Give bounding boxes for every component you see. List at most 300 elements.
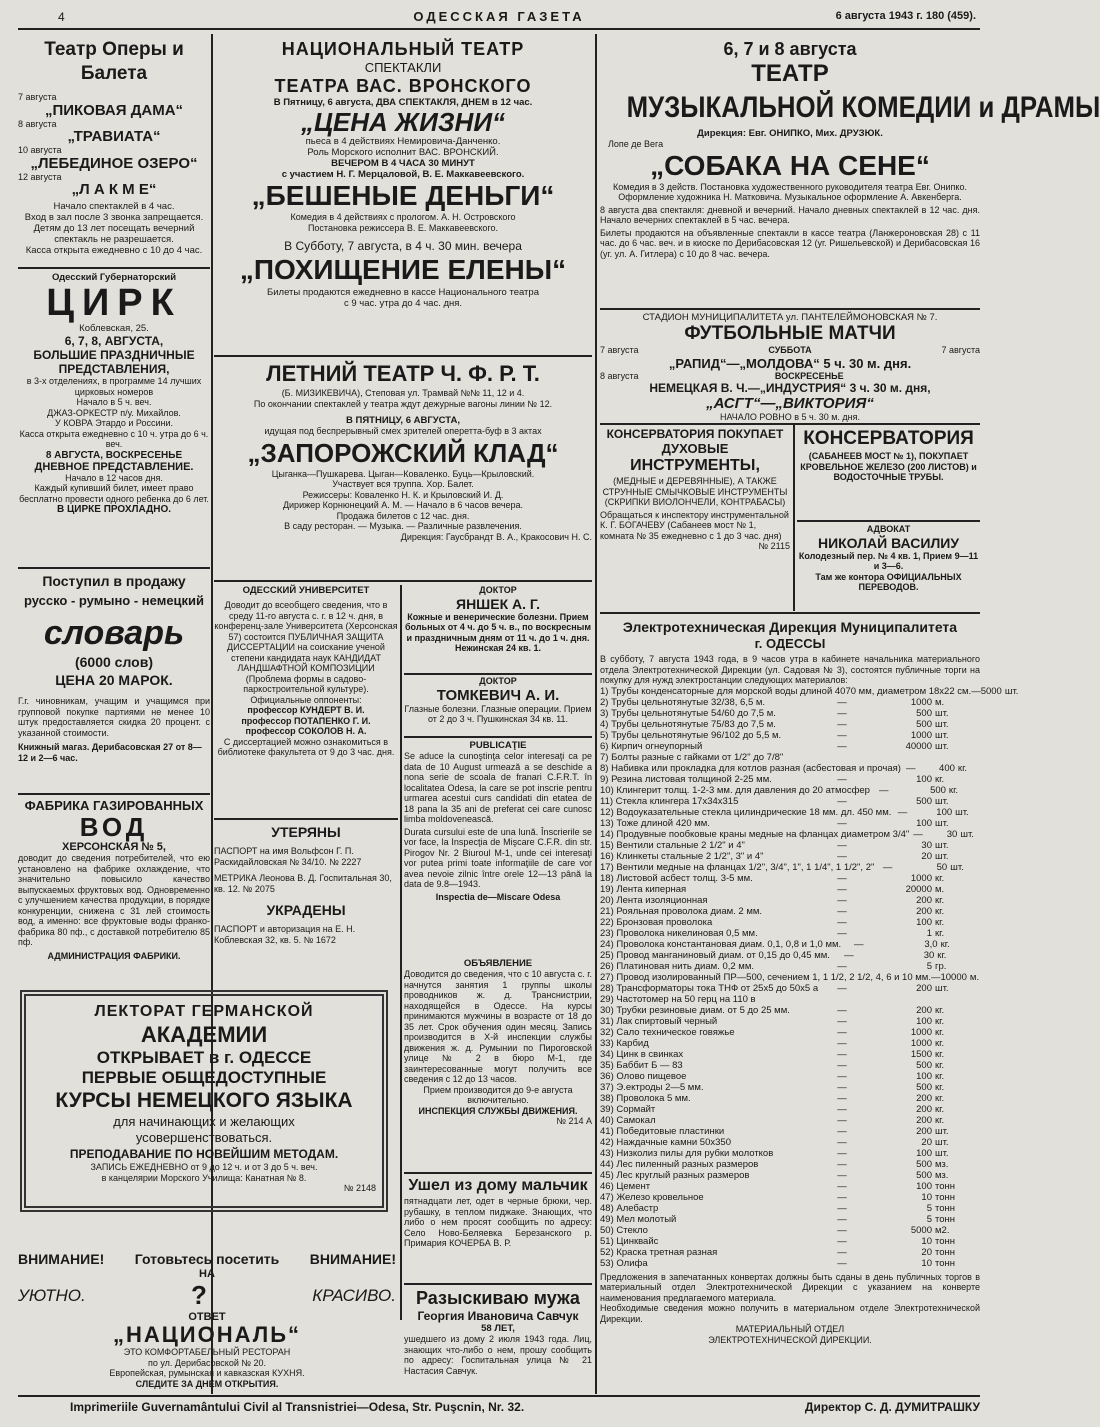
lawyer-pre: АДВОКАТ: [866, 524, 911, 534]
national-line: В Пятницу, 6 августа, ДВА СПЕКТАКЛЯ, ДНЕМ в 12 час.: [273, 97, 533, 108]
conservatory-body: (МЕДНЫЕ и ДЕРЕВЯННЫЕ), А ТАКЖЕ СТРУННЫЕ СМЫЧКОВЫЕ ИНСТРУМЕНТЫ (СКРИПКИ ВИОЛОНЧЕЛИ, КОНТРАБАСЫ): [602, 476, 788, 507]
announce-title: ОБЪЯВЛЕНИЕ: [463, 958, 533, 969]
material-row: [600, 774, 980, 785]
material-name: 39) Сормайт: [600, 1103, 656, 1115]
soda-foot: АДМИНИСТРАЦИЯ ФАБРИКИ.: [47, 950, 181, 961]
material-dash: —: [837, 817, 847, 829]
material-row: [600, 1060, 980, 1071]
divider: [18, 793, 210, 795]
material-name: 27) Провод изолированный ПР—500, сечением 1, 1 1/2, 2 1/2, 4, 6 и 10 мм.: [600, 971, 931, 983]
divider: [404, 1172, 592, 1174]
electro-outro: Предложения в запечатанных конвертах должны быть сданы в день публичных торгов в материальный отдел Электротехнической Дирекции с указанием на конверте наименования предлагаемого материала.: [600, 1271, 980, 1303]
opera-note: Начало спектаклей в 4 час.: [53, 201, 175, 212]
doctor-pre: ДОКТОР: [479, 585, 517, 595]
material-unit: кг.: [948, 784, 959, 796]
material-dash: —: [906, 762, 916, 774]
courses-number: № 2148: [343, 1183, 376, 1193]
material-unit: шт.: [935, 839, 949, 851]
material-name: 26) Платиновая нить диам. 0,2 мм.: [600, 960, 754, 972]
material-qty: 5: [926, 960, 932, 972]
material-name: 22) Бронзовая проволока: [600, 916, 713, 928]
electro-title: Электротехническая Дирекция Муниципалитета: [622, 619, 958, 635]
material-row: [600, 807, 980, 818]
restaurant-left: УЮТНО.: [18, 1285, 86, 1305]
conservatory-number: № 2115: [758, 541, 790, 551]
material-qty: 1500: [910, 1048, 932, 1060]
conservatory-body: Обращаться к инспектору инструментальной К. Г. БОГАЧЕВУ (Сабанеев мост № 1, комната № 35 ежедневно с 1 до 3 час. дня): [600, 509, 789, 541]
material-name: 1) Трубы конденсаторные для морской воды длиной 4070 мм, диаметром 18х22 см.: [600, 685, 972, 697]
summer-line: Дирижер Корнюнецкий А. М. — Начало в 6 часов вечера.: [282, 500, 524, 510]
material-qty: 200: [916, 982, 932, 994]
summer-line: идущая под беспрерывный смех зрителей оперетта-буф в 3 актах: [264, 426, 542, 436]
dictionary-line: (6000 слов): [74, 654, 153, 670]
comedy-title: ТЕАТР: [751, 60, 829, 87]
material-unit: кг.: [935, 1081, 945, 1093]
material-dash: —: [853, 938, 864, 950]
material-name: 18) Листовой асбест толщ. 3-5 мм.: [600, 872, 753, 884]
summer-line: Цыганка—Пушкарева. Цыган—Коваленко. Буць—Крыловский.: [271, 468, 535, 479]
material-name: 10) Клингерит толщ. 1-2-3 мм. для давления до 20 атмосфер: [600, 784, 870, 796]
material-name: 50) Стекло: [600, 1224, 648, 1236]
material-row: [600, 862, 980, 873]
material-row: [600, 1181, 980, 1192]
restaurant-word: Готовьтесь посетить: [134, 1251, 280, 1267]
material-unit: кг.: [935, 1048, 945, 1060]
material-unit: гр.: [935, 960, 947, 972]
opera-play: „ПИКОВАЯ ДАМА“: [44, 101, 184, 119]
husband-search-ad: [404, 1287, 592, 1392]
lost-item: ПАСПОРТ и авторизация на Е. Н. Коблевская 32, кв. 5. № 1672: [214, 924, 356, 945]
material-dash: —: [837, 1169, 847, 1181]
material-unit: кг.: [957, 762, 968, 774]
material-unit: мз.: [935, 1169, 949, 1181]
dictionary-ad: [18, 572, 210, 792]
material-row: [600, 994, 980, 1005]
material-row: [600, 939, 980, 950]
material-name: 49) Мел молотый: [600, 1213, 677, 1225]
material-qty: 100: [916, 773, 932, 785]
material-dash: —: [837, 1213, 847, 1225]
material-row: [600, 1126, 980, 1137]
material-unit: кг.: [935, 927, 945, 939]
courses-line: ОТКРЫВАЕТ в г. ОДЕССЕ: [96, 1048, 312, 1067]
issue-date: 6 августа 1943 г. 180 (459).: [835, 10, 976, 22]
material-name: 6) Кирпич огнеупорный: [600, 740, 703, 752]
material-name: 44) Лес пиленный разных размеров: [600, 1158, 759, 1170]
material-dash: —: [837, 1092, 847, 1104]
football-title: ФУТБОЛЬНЫЕ МАТЧИ: [684, 323, 896, 344]
material-name: 45) Лес круглый разных размеров: [600, 1169, 750, 1181]
material-qty: 10: [921, 1257, 932, 1269]
summer-theatre-ad: [214, 360, 592, 578]
material-qty: 1000: [910, 696, 932, 708]
dictionary-foot: Книжный магаз. Дерибасовская 27 от 8—12 и 2—6 час.: [18, 742, 202, 763]
material-unit: кг.: [935, 872, 945, 884]
restaurant-line: ЭТО КОМФОРТАБЕЛЬНЫЙ РЕСТОРАН: [123, 1347, 291, 1357]
material-unit: шт.: [955, 806, 969, 818]
material-unit: мз.: [935, 1158, 949, 1170]
material-qty: 200: [916, 1103, 932, 1115]
opera-play: „ТРАВИАТА“: [67, 128, 161, 145]
material-unit: шт.: [935, 729, 949, 741]
material-row: [600, 1082, 980, 1093]
courses-line: АКАДЕМИИ: [140, 1022, 268, 1047]
material-dash: —: [837, 839, 847, 851]
national-play: „ЦЕНА ЖИЗНИ“: [300, 107, 506, 137]
doctor-body: Глазные болезни. Глазные операции. Прием от 2 до 3 ч. Пушкинская 34 кв. 11.: [404, 703, 592, 724]
opera-play: „Л А К М Е“: [71, 181, 157, 198]
material-name: 28) Трансформаторы тока ТНФ от 25х5 до 50х5 а: [600, 982, 819, 994]
divider: [18, 267, 210, 269]
material-unit: кг.: [935, 905, 945, 917]
material-unit: шт.: [950, 861, 964, 873]
material-qty: 40000: [905, 740, 932, 752]
material-unit: кг.: [935, 773, 945, 785]
boy-body: пятнадцати лет, одет в черные брюки, чер. рубашку, в теплом пиджаке. Знающих, что либо о нем просят сообщить по адресу: Село Ново-Беляевка Березанского р. Примария КОЧЕРБА В. Р.: [404, 1196, 592, 1248]
lost-title: УТЕРЯНЫ: [271, 824, 341, 840]
material-dash: —: [837, 1048, 847, 1060]
material-unit: шт.: [935, 1147, 949, 1159]
doctor-name: ЯНШЕК А. Г.: [456, 595, 540, 612]
electro-sign: ЭЛЕКТРОТЕХНИЧЕСКОЙ ДИРЕКЦИИ.: [708, 1334, 872, 1345]
material-dash: —: [913, 828, 923, 840]
summer-play: „ЗАПОРОЖСКИЙ КЛАД“: [247, 437, 559, 468]
material-qty: 10: [921, 1235, 932, 1247]
material-qty: 200: [916, 1125, 932, 1137]
material-qty: 10000: [940, 971, 967, 983]
material-row: [600, 708, 980, 719]
material-name: 24) Проволока константановая диам. 0,1, 0,8 и 1,0 мм.: [600, 938, 842, 950]
summer-line: Продажа билетов с 12 час. дня.: [336, 510, 470, 521]
material-qty: 50: [936, 861, 948, 873]
material-name: 53) Олифа: [600, 1257, 648, 1269]
opera-note: Касса открыта ежедневно с 10 до 4 час.: [25, 245, 203, 256]
electro-intro: В субботу, 7 августа 1943 года, в 9 часов утра в кабинете начальника материального отдела Электротехнической Дирекции (ул. Садовая № 3), состоятся публичные торги на покупку для нужд электростанции следующих материалов:: [600, 654, 980, 685]
material-dash: —: [837, 1103, 847, 1115]
boy-title: Ушел из дому мальчик: [408, 1177, 588, 1194]
material-unit: тонн: [935, 1213, 956, 1225]
circus-head: БОЛЬШИЕ ПРАЗДНИЧНЫЕ ПРЕДСТАВЛЕНИЯ,: [33, 348, 195, 376]
missing-boy-ad: [404, 1176, 592, 1282]
circus-address: Коблевская, 25.: [79, 323, 149, 334]
opera-note: Вход в зал после 3 звонка запрещается.: [24, 212, 204, 223]
husband-age: 58 ЛЕТ,: [481, 1323, 515, 1334]
material-qty: 100: [916, 916, 932, 928]
material-dash: —: [837, 905, 847, 917]
material-qty: 500: [930, 784, 946, 796]
material-dash: —: [837, 773, 847, 785]
material-name: 5) Трубы цельнотянутые 96/102 до 5,5 м.: [600, 729, 782, 741]
material-name: 30) Трубки резиновые диам. от 5 до 25 мм.: [600, 1004, 790, 1016]
material-qty: 10: [921, 1191, 932, 1203]
national-line: Билеты продаются ежедневно в кассе Национального театра: [267, 287, 539, 298]
comedy-body: 8 августа два спектакля: дневной и вечерний. Начало дневных спектаклей в 12 час. дня. Начало вечерних спектаклей в 5 час. вечера.: [600, 204, 980, 225]
material-qty: 100: [916, 1015, 932, 1027]
material-row: [600, 928, 980, 939]
lawyer-body: Там же контора ОФИЦИАЛЬНЫХ ПЕРЕВОДОВ.: [815, 571, 962, 592]
material-name: 47) Железо кровельное: [600, 1191, 704, 1203]
material-dash: —: [837, 1015, 847, 1027]
material-name: 40) Самокал: [600, 1114, 656, 1126]
material-dash: —: [897, 806, 908, 818]
material-row: [600, 1093, 980, 1104]
material-unit: тонн: [935, 1235, 956, 1247]
conservatory-instruments-ad: [600, 427, 790, 610]
divider: [214, 818, 398, 820]
material-name: 37) Э.ектроды 2—5 мм.: [600, 1081, 704, 1093]
comedy-body: Комедия в 3 действ. Постановка художественного руководителя театра Евг. Онипко. Оформление художника Н. Матковича. Музыкальное оформление А. Авкенберга.: [613, 181, 967, 202]
material-dash: —: [837, 1004, 847, 1016]
material-unit: кг.: [935, 1037, 945, 1049]
material-row: [600, 895, 980, 906]
courses-line: в канцелярии Морского Училища: Канатная № 8.: [101, 1172, 307, 1183]
conservatory-body: (САБАНЕЕВ МОСТ № 1), ПОКУПАЕТ КРОВЕЛЬНОЕ ЖЕЛЕЗО (200 ЛИСТОВ) и ВОДОСТОЧНЫЕ ТРУБЫ.: [800, 451, 977, 482]
comedy-theatre-ad: [600, 38, 1100, 306]
football-match: НЕМЕЦКАЯ В. Ч.—„ИНДУСТРИЯ“ 3 ч. 30 м. дня,: [649, 381, 931, 395]
german-courses-ad: [20, 990, 388, 1212]
material-dash: —: [837, 894, 847, 906]
material-row: [600, 1016, 980, 1027]
material-row: [600, 1236, 980, 1247]
material-dash: —: [837, 927, 847, 939]
lawyer-body: Колодезный пер. № 4 кв. 1, Прием 9—11 и 3—6.: [798, 550, 979, 571]
circus-ad: [18, 272, 210, 562]
circus-title: ЦИРК: [46, 282, 182, 324]
divider: [797, 520, 980, 522]
restaurant-line: Европейская, румынская и кавказская КУХНЯ.: [109, 1368, 305, 1378]
material-qty: 20: [921, 1246, 932, 1258]
circus-line: ДЖАЗ-ОРКЕСТР п/у. Михайлов.: [47, 407, 181, 418]
football-day: СУББОТА: [768, 345, 812, 355]
announce-body: Прием производится до 9-е августа включительно.: [423, 1084, 573, 1105]
soda-title: ВОД: [79, 812, 149, 842]
doctor-pre: ДОКТОР: [479, 676, 517, 686]
national-line: Роль Морского исполнит ВАС. ВРОНСКИЙ.: [307, 147, 499, 158]
material-qty: 20: [921, 1136, 932, 1148]
university-opponent: профессор СОКОЛОВ Н. А.: [245, 726, 367, 736]
material-dash: —: [837, 1037, 847, 1049]
material-name: 7) Болты разные с гайками от 1/2" до 7/8": [600, 751, 784, 763]
material-qty: 1: [926, 927, 932, 939]
material-row: [600, 1038, 980, 1049]
courses-line: ЗАПИСЬ ЕЖЕДНЕВНО от 9 до 12 ч. и от 3 до 5 ч. веч.: [90, 1162, 318, 1172]
electro-sign: МАТЕРИАЛЬНЫЙ ОТДЕЛ: [735, 1324, 845, 1334]
national-line: В Субботу, 7 августа, в 4 ч. 30 мин. вечера: [284, 239, 522, 253]
summer-line: В саду ресторан. — Музыка. — Различные развлечения.: [284, 521, 522, 531]
restaurant-line: СЛЕДИТЕ ЗА ДНЕМ ОТКРЫТИЯ.: [135, 1378, 279, 1389]
material-dash: —: [971, 685, 981, 697]
national-line: Постановка режиссера В. Е. Маккавеевского.: [307, 222, 499, 233]
material-dash: —: [837, 1202, 847, 1214]
material-row: [600, 961, 980, 972]
material-row: [600, 906, 980, 917]
national-theatre-ad: [214, 38, 592, 363]
material-dash: —: [837, 960, 847, 972]
soda-body: доводит до сведения потребителей, что ею установлено на фабрике охлаждение, что значительно повысило качество выпускаемых фруктовых вод. Одновременно с улучшением качества продукции, в порядке конкуренции, снижена с 31 лей стоимость вод, а именно: все фруктовые воды франко-фабрика 80 пф., с доставкой потребителю 85 пф.: [18, 853, 210, 947]
material-qty: 5000: [980, 685, 1002, 697]
material-row: [600, 829, 980, 840]
material-row: [600, 983, 980, 994]
comedy-title: МУЗЫКАЛЬНОЙ КОМЕДИИ и ДРАМЫ: [626, 91, 1100, 124]
material-name: 2) Трубы цельнотянутые 32/38, 6,5 м.: [600, 696, 766, 708]
national-line: ВЕЧЕРОМ В 4 ЧАСА 30 МИНУТ: [331, 158, 475, 169]
material-unit: м.: [969, 971, 980, 983]
material-qty: 100: [916, 1070, 932, 1082]
material-row: [600, 796, 980, 807]
material-dash: —: [837, 1158, 847, 1170]
column-rule: [400, 585, 402, 1320]
material-row: [600, 1148, 980, 1159]
page-number: 4: [58, 10, 65, 24]
material-name: 14) Продувные пообковые краны медные на фланцах диаметром 3/4": [600, 828, 910, 840]
material-qty: 500: [916, 718, 932, 730]
material-unit: шт.: [960, 828, 974, 840]
material-row: [600, 818, 980, 829]
material-qty: 500: [916, 1059, 932, 1071]
divider: [600, 612, 980, 614]
stolen-title: УКРАДЕНЫ: [266, 902, 346, 918]
circus-line: Касса открыта ежедневно с 10 ч. утра до 6 ч. веч.: [19, 428, 209, 449]
material-row: [600, 1247, 980, 1258]
material-row: [600, 873, 980, 884]
opera-note: Детям до 13 лет посещать вечерний спектакль не разрешается.: [33, 223, 195, 245]
material-row: [600, 730, 980, 741]
university-opponent: профессор ПОТАПЕНКО Г. И.: [241, 715, 371, 726]
divider: [214, 580, 592, 582]
material-name: 4) Трубы цельнотянутые 75/83 до 7,5 м.: [600, 718, 776, 730]
material-row: [600, 1225, 980, 1236]
material-row: [600, 884, 980, 895]
material-row: [600, 1071, 980, 1082]
material-row: [600, 1159, 980, 1170]
material-name: 25) Провод манганиновый диам. от 0,15 до 0,45 мм.: [600, 949, 830, 961]
material-name: 32) Сало техническое говяжье: [600, 1026, 735, 1038]
material-dash: —: [837, 850, 847, 862]
divider: [214, 355, 592, 357]
material-unit: кг.: [935, 1026, 945, 1038]
material-dash: [822, 994, 862, 1005]
opera-date: 8 августа: [18, 118, 57, 129]
courses-line: для начинающих и желающих: [113, 1114, 295, 1129]
material-name: 43) Низколиз пилы для рубки молотков: [600, 1147, 774, 1159]
material-row: [600, 697, 980, 708]
material-qty: 100: [936, 806, 953, 818]
material-name: 36) Олово пищевое: [600, 1070, 687, 1082]
courses-title: КУРСЫ НЕМЕЦКОГО ЯЗЫКА: [55, 1089, 353, 1112]
national-h3: ТЕАТРА ВАС. ВРОНСКОГО: [274, 76, 532, 96]
question-mark: ?: [191, 1280, 207, 1310]
publicatie-body: Durata cursului este de una lună. Înscrierile se vor face, la Inspecţia de Mişcare C.F.R. din str. Pirogov Nr. 2 Biuroul M-1, unde cei interesaţi vor putea primi toate informaţiile de care vor avea nevoie zilnic între orele 12—13 până la data de 9.8—1943.: [404, 826, 592, 889]
material-qty: 200: [916, 894, 932, 906]
material-dash: —: [837, 982, 847, 994]
material-dash: —: [837, 729, 847, 741]
material-qty: 1000: [910, 729, 932, 741]
material-name: 34) Цинк в свинках: [600, 1048, 684, 1060]
material-qty: 100: [916, 817, 932, 829]
material-unit: шт.: [935, 1136, 949, 1148]
footer: [70, 1400, 980, 1420]
national-line: с участием Н. Г. Мерцаловой, В. Е. Маккавеевского.: [281, 169, 525, 180]
material-unit: шт.: [935, 740, 949, 752]
material-name: 20) Лента изоляционная: [600, 894, 708, 906]
material-qty: 200: [916, 905, 932, 917]
dictionary-body: Г.г. чиновникам, учащим и учащимся при групповой покупке партиями не менее 10 штук предоставляется скидка 20 процент. с указанной стоимости.: [18, 696, 210, 738]
material-unit: кг.: [935, 1070, 945, 1082]
lawyer-ad: [797, 524, 980, 610]
material-dash: —: [837, 1257, 847, 1269]
material-qty: 500: [916, 795, 932, 807]
summer-line: В ПЯТНИЦУ, 6 АВГУСТА,: [346, 415, 460, 426]
dictionary-line: русско - румыно - немецкий: [23, 593, 205, 608]
material-unit: тонн: [935, 1202, 956, 1214]
material-unit: шт.: [1004, 685, 1019, 697]
material-qty: 30: [921, 839, 932, 851]
divider: [404, 673, 592, 675]
material-qty: [862, 994, 932, 1005]
material-row: [600, 1137, 980, 1148]
doctor-name: ТОМКЕВИЧ А. И.: [436, 686, 560, 704]
footer-rule: [18, 1395, 980, 1397]
restaurant-name: „НАЦИОНАЛЬ“: [112, 1322, 302, 1347]
lost-documents-ad: [214, 822, 398, 982]
dictionary-line: Поступил в продажу: [42, 573, 186, 589]
material-dash: —: [837, 1180, 847, 1192]
material-row: [600, 685, 1019, 697]
material-qty: 400: [939, 762, 955, 774]
material-row: [600, 972, 980, 983]
material-name: 48) Алебастр: [600, 1202, 659, 1214]
material-row: [600, 1170, 980, 1181]
football-date: 8 августа: [600, 370, 639, 381]
material-row: [600, 1049, 980, 1060]
announce-sign: ИНСПЕКЦИЯ СЛУЖБЫ ДВИЖЕНИЯ.: [418, 1105, 578, 1116]
railway-school-ad: [404, 958, 592, 1170]
restaurant-word: ВНИМАНИЕ!: [309, 1251, 396, 1267]
material-qty: [862, 752, 932, 763]
material-qty: 20: [921, 850, 932, 862]
football-match: „АСГТ“—„ВИКТОРИЯ“: [706, 395, 874, 412]
material-qty: 5000: [910, 1224, 932, 1236]
material-unit: шт.: [935, 795, 949, 807]
circus-line: Начало в 12 часов дня.: [65, 472, 163, 483]
material-unit: тонн: [935, 1246, 956, 1258]
material-row: [600, 950, 980, 961]
circus-pre: Одесский Губернаторский: [51, 272, 177, 283]
material-unit: шт.: [935, 982, 949, 994]
material-row: [600, 851, 980, 862]
football-ad: [600, 312, 980, 420]
material-dash: —: [837, 1246, 847, 1258]
material-name: 3) Трубы цельнотянутые 54/60 до 7,5 м.: [600, 707, 776, 719]
university-ad: [214, 585, 398, 815]
opera-date: 10 августа: [18, 145, 62, 155]
material-dash: —: [879, 784, 889, 796]
courses-line: ПРЕПОДАВАНИЕ ПО НОВЕЙШИМ МЕТОДАМ.: [69, 1147, 339, 1161]
husband-title: Разыскиваю мужа: [416, 1288, 580, 1308]
circus-line: ДНЕВНОЕ ПРЕДСТАВЛЕНИЕ.: [34, 460, 194, 473]
divider: [600, 423, 980, 425]
divider: [600, 308, 980, 310]
material-qty: 500: [916, 1158, 932, 1170]
circus-line: 8 АВГУСТА, ВОСКРЕСЕНЬЕ: [45, 449, 183, 461]
material-name: 16) Клинкеты стальные 2 1/2", 3" и 4": [600, 850, 764, 862]
material-dash: [822, 752, 862, 763]
dictionary-price: ЦЕНА 20 МАРОК.: [55, 672, 173, 688]
material-name: 8) Набивка или прокладка для котлов разная (асбестовая и прочая): [600, 762, 901, 774]
printer-line: Imprimeriile Guvernamântului Civil al Transnistriei—Odesa, Str. Puşcnin, Nr. 32.: [70, 1400, 525, 1414]
material-name: 29) Частотомер на 50 герц на 110 в: [600, 993, 756, 1005]
material-name: 41) Победитовые пластинки: [600, 1125, 725, 1137]
